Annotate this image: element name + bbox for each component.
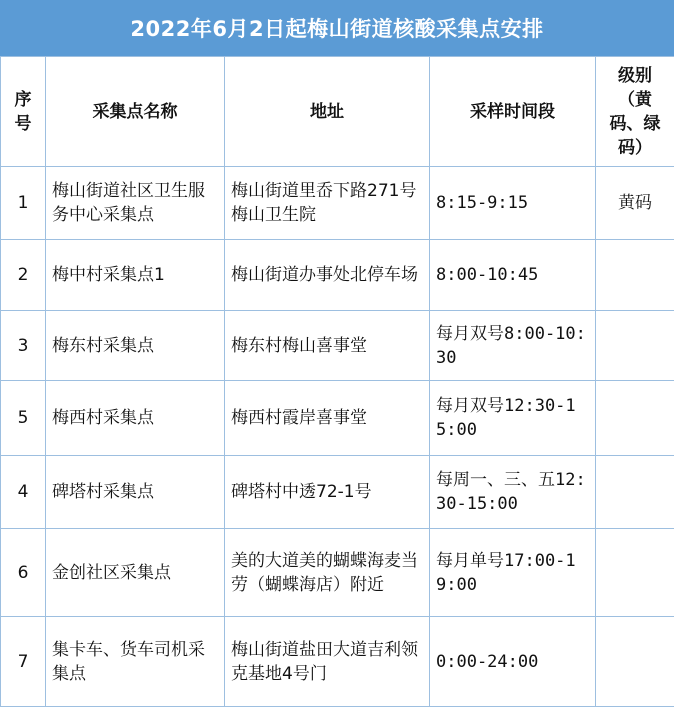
row-seq: 2 [1, 240, 46, 311]
table-row [1, 167, 674, 240]
row-seq: 3 [1, 311, 46, 381]
row-name: 梅西村采集点 [46, 381, 225, 456]
row-address: 梅西村霞岸喜事堂 [225, 381, 430, 456]
row-time: 8:15-9:15 [430, 167, 596, 240]
row-level [596, 529, 674, 617]
row-address: 梅山街道办事处北停车场 [225, 240, 430, 311]
row-level [596, 240, 674, 311]
table-row [1, 456, 674, 529]
schedule-table [0, 56, 674, 707]
row-address: 梅山街道里岙下路271号梅山卫生院 [225, 167, 430, 240]
row-name: 碑塔村采集点 [46, 456, 225, 529]
row-seq: 5 [1, 381, 46, 456]
header-address: 地址 [225, 57, 430, 167]
row-seq: 1 [1, 167, 46, 240]
row-time: 0:00-24:00 [430, 617, 596, 707]
row-name: 梅东村采集点 [46, 311, 225, 381]
row-address: 梅东村梅山喜事堂 [225, 311, 430, 381]
row-seq: 4 [1, 456, 46, 529]
row-level [596, 456, 674, 529]
table-row [1, 381, 674, 456]
row-name: 梅山街道社区卫生服务中心采集点 [46, 167, 225, 240]
page-title: 2022年6月2日起梅山街道核酸采集点安排 [0, 0, 674, 56]
row-name: 梅中村采集点1 [46, 240, 225, 311]
row-address: 碑塔村中透72-1号 [225, 456, 430, 529]
header-row [1, 57, 674, 167]
table-row [1, 529, 674, 617]
row-time: 8:00-10:45 [430, 240, 596, 311]
table-row [1, 240, 674, 311]
row-level: 黄码 [596, 167, 674, 240]
row-name: 金创社区采集点 [46, 529, 225, 617]
row-time: 每周一、三、五12:30-15:00 [430, 456, 596, 529]
header-level: 级别（黄码、绿码） [596, 57, 674, 167]
header-name: 采集点名称 [46, 57, 225, 167]
row-time: 每月双号12:30-15:00 [430, 381, 596, 456]
header-time: 采样时间段 [430, 57, 596, 167]
row-level [596, 381, 674, 456]
row-time: 每月双号8:00-10:30 [430, 311, 596, 381]
row-level [596, 617, 674, 707]
header-seq: 序号 [1, 57, 46, 167]
row-name: 集卡车、货车司机采集点 [46, 617, 225, 707]
table-row [1, 311, 674, 381]
row-level [596, 311, 674, 381]
row-seq: 7 [1, 617, 46, 707]
table-row [1, 617, 674, 707]
row-seq: 6 [1, 529, 46, 617]
row-address: 梅山街道盐田大道吉利领克基地4号门 [225, 617, 430, 707]
row-address: 美的大道美的蝴蝶海麦当劳（蝴蝶海店）附近 [225, 529, 430, 617]
row-time: 每月单号17:00-19:00 [430, 529, 596, 617]
